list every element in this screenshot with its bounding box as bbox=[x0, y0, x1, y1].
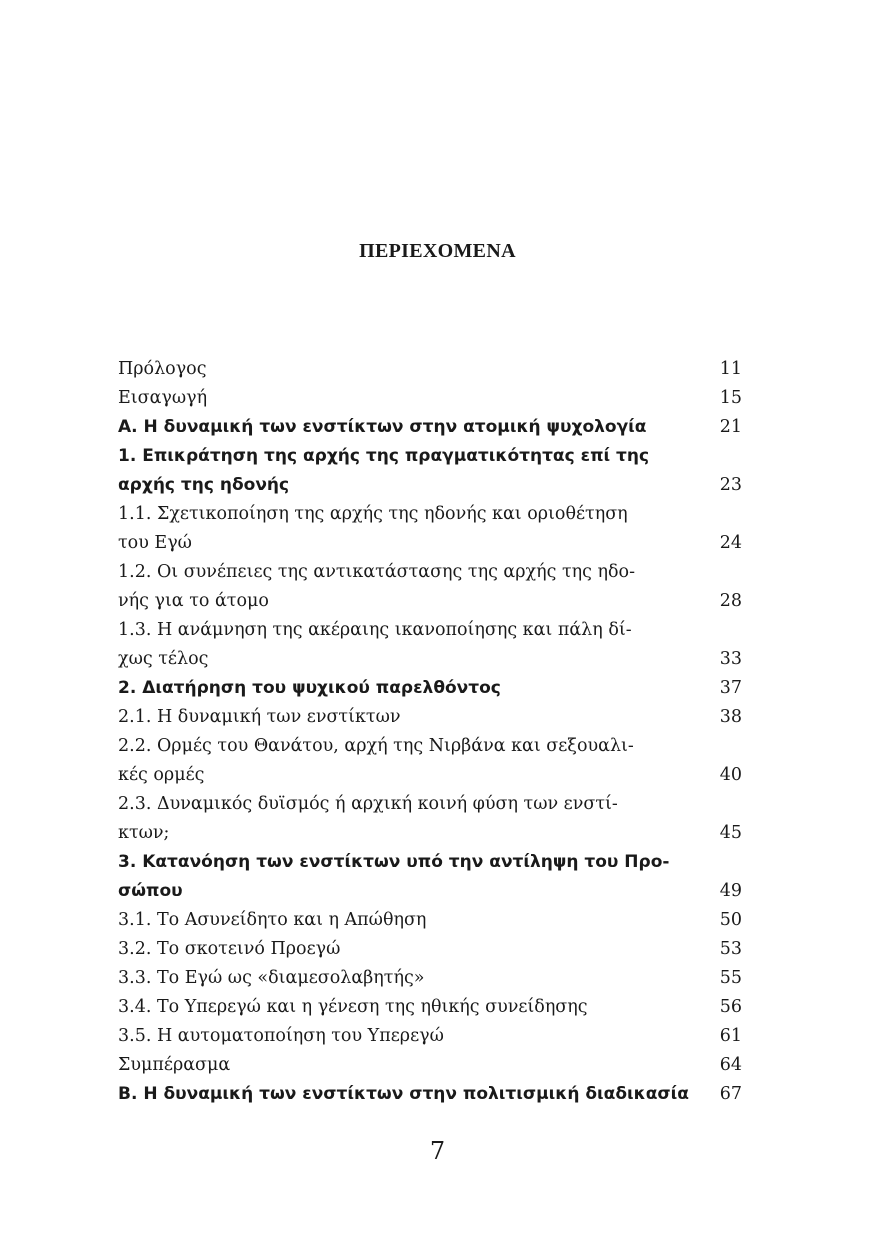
table-of-contents bbox=[118, 355, 742, 1109]
page-number: 7 bbox=[429, 1137, 446, 1165]
toc-entry-line bbox=[118, 906, 742, 935]
toc-entry-line bbox=[118, 1080, 742, 1109]
toc-entry-page: 38 bbox=[719, 707, 742, 727]
page-title: ΠΕΡΙΕΧΟΜΕΝΑ bbox=[359, 240, 516, 262]
toc-entry-line bbox=[118, 674, 742, 703]
toc-entry-page: 64 bbox=[719, 1055, 742, 1075]
toc-entry-text: 1.1. Σχετικοποίηση της αρχής της ηδονής και οριοθέτηση bbox=[118, 504, 628, 524]
toc-entry-text: 3.4. Το Υπερεγώ και η γένεση της ηθικής συνείδησης bbox=[118, 997, 588, 1017]
toc-entry-page: 53 bbox=[719, 939, 742, 959]
toc-entry-text: 2. Διατήρηση του ψυχικού παρελθόντος bbox=[118, 678, 501, 698]
toc-entry-line bbox=[118, 1051, 742, 1080]
toc-entry-line bbox=[118, 645, 742, 674]
toc-entry-line bbox=[118, 703, 742, 732]
toc-entry-text: σώπου bbox=[118, 881, 183, 901]
toc-entry-page: 56 bbox=[719, 997, 742, 1017]
toc-entry-line bbox=[118, 935, 742, 964]
toc-entry-text: αρχής της ηδονής bbox=[118, 475, 290, 495]
toc-entry-line bbox=[118, 471, 742, 500]
toc-entry-page: 50 bbox=[719, 910, 742, 930]
toc-entry-text: Εισαγωγή bbox=[118, 388, 208, 408]
toc-entry-text: του Εγώ bbox=[118, 533, 192, 553]
toc-entry-line bbox=[118, 848, 742, 877]
toc-entry-line bbox=[118, 558, 742, 587]
toc-entry-page: 67 bbox=[719, 1084, 742, 1104]
toc-entry-line bbox=[118, 500, 742, 529]
toc-entry-line bbox=[118, 761, 742, 790]
toc-entry-text: νής για το άτομο bbox=[118, 591, 269, 611]
toc-entry-page: 15 bbox=[719, 388, 742, 408]
toc-entry-page: 37 bbox=[719, 678, 742, 698]
toc-entry-line bbox=[118, 529, 742, 558]
toc-entry-page: 28 bbox=[719, 591, 742, 611]
toc-entry-text: 2.2. Ορμές του Θανάτου, αρχή της Νιρβάνα και σεξουαλι- bbox=[118, 736, 634, 756]
toc-entry-text: Πρόλογος bbox=[118, 359, 207, 379]
toc-entry-line bbox=[118, 819, 742, 848]
toc-entry-text: 1.2. Οι συνέπειες της αντικατάστασης της αρχής της ηδο- bbox=[118, 562, 635, 582]
toc-entry-text: χως τέλος bbox=[118, 649, 209, 669]
toc-entry-page: 24 bbox=[719, 533, 742, 553]
toc-entry-line bbox=[118, 384, 742, 413]
toc-entry-line bbox=[118, 1022, 742, 1051]
toc-entry-page: 21 bbox=[719, 417, 742, 437]
toc-entry-page: 40 bbox=[719, 765, 742, 785]
toc-entry-text: 3.1. Το Ασυνείδητο και η Απώθηση bbox=[118, 910, 427, 930]
toc-entry-line bbox=[118, 442, 742, 471]
toc-entry-text: Α. Η δυναμική των ενστίκτων στην ατομική ψυχολογία bbox=[118, 417, 647, 437]
toc-entry-line bbox=[118, 993, 742, 1022]
toc-entry-page: 49 bbox=[719, 881, 742, 901]
toc-entry-page: 33 bbox=[719, 649, 742, 669]
toc-entry-text: 3.2. Το σκοτεινό Προεγώ bbox=[118, 939, 341, 959]
toc-entry-text: 2.3. Δυναμικός δυϊσμός ή αρχική κοινή φύση των ενστί- bbox=[118, 794, 618, 814]
toc-entry-line bbox=[118, 790, 742, 819]
toc-entry-line bbox=[118, 732, 742, 761]
toc-entry-page: 61 bbox=[719, 1026, 742, 1046]
toc-entry-text: 2.1. Η δυναμική των ενστίκτων bbox=[118, 707, 401, 727]
toc-entry-text: κτων; bbox=[118, 823, 170, 843]
toc-entry-line bbox=[118, 964, 742, 993]
toc-entry-page: 45 bbox=[719, 823, 742, 843]
toc-entry-line bbox=[118, 616, 742, 645]
toc-entry-text: Β. Η δυναμική των ενστίκτων στην πολιτισμική διαδικασία bbox=[118, 1084, 689, 1104]
toc-entry-text: 3. Κατανόηση των ενστίκτων υπό την αντίληψη του Προ- bbox=[118, 852, 670, 872]
toc-entry-page: 55 bbox=[719, 968, 742, 988]
toc-entry-text: 1. Επικράτηση της αρχής της πραγματικότητας επί της bbox=[118, 446, 650, 466]
toc-entry-text: Συμπέρασμα bbox=[118, 1055, 231, 1075]
toc-entry-page: 11 bbox=[719, 359, 742, 379]
toc-entry-line bbox=[118, 413, 742, 442]
toc-entry-text: 3.3. Το Εγώ ως «διαμεσολαβητής» bbox=[118, 968, 425, 988]
toc-entry-text: 1.3. Η ανάμνηση της ακέραιης ικανοποίησης και πάλη δί- bbox=[118, 620, 632, 640]
toc-entry-line bbox=[118, 587, 742, 616]
toc-entry-line bbox=[118, 877, 742, 906]
toc-entry-line bbox=[118, 355, 742, 384]
toc-entry-text: κές ορμές bbox=[118, 765, 205, 785]
toc-entry-page: 23 bbox=[719, 475, 742, 495]
toc-entry-text: 3.5. Η αυτοματοποίηση του Υπερεγώ bbox=[118, 1026, 444, 1046]
